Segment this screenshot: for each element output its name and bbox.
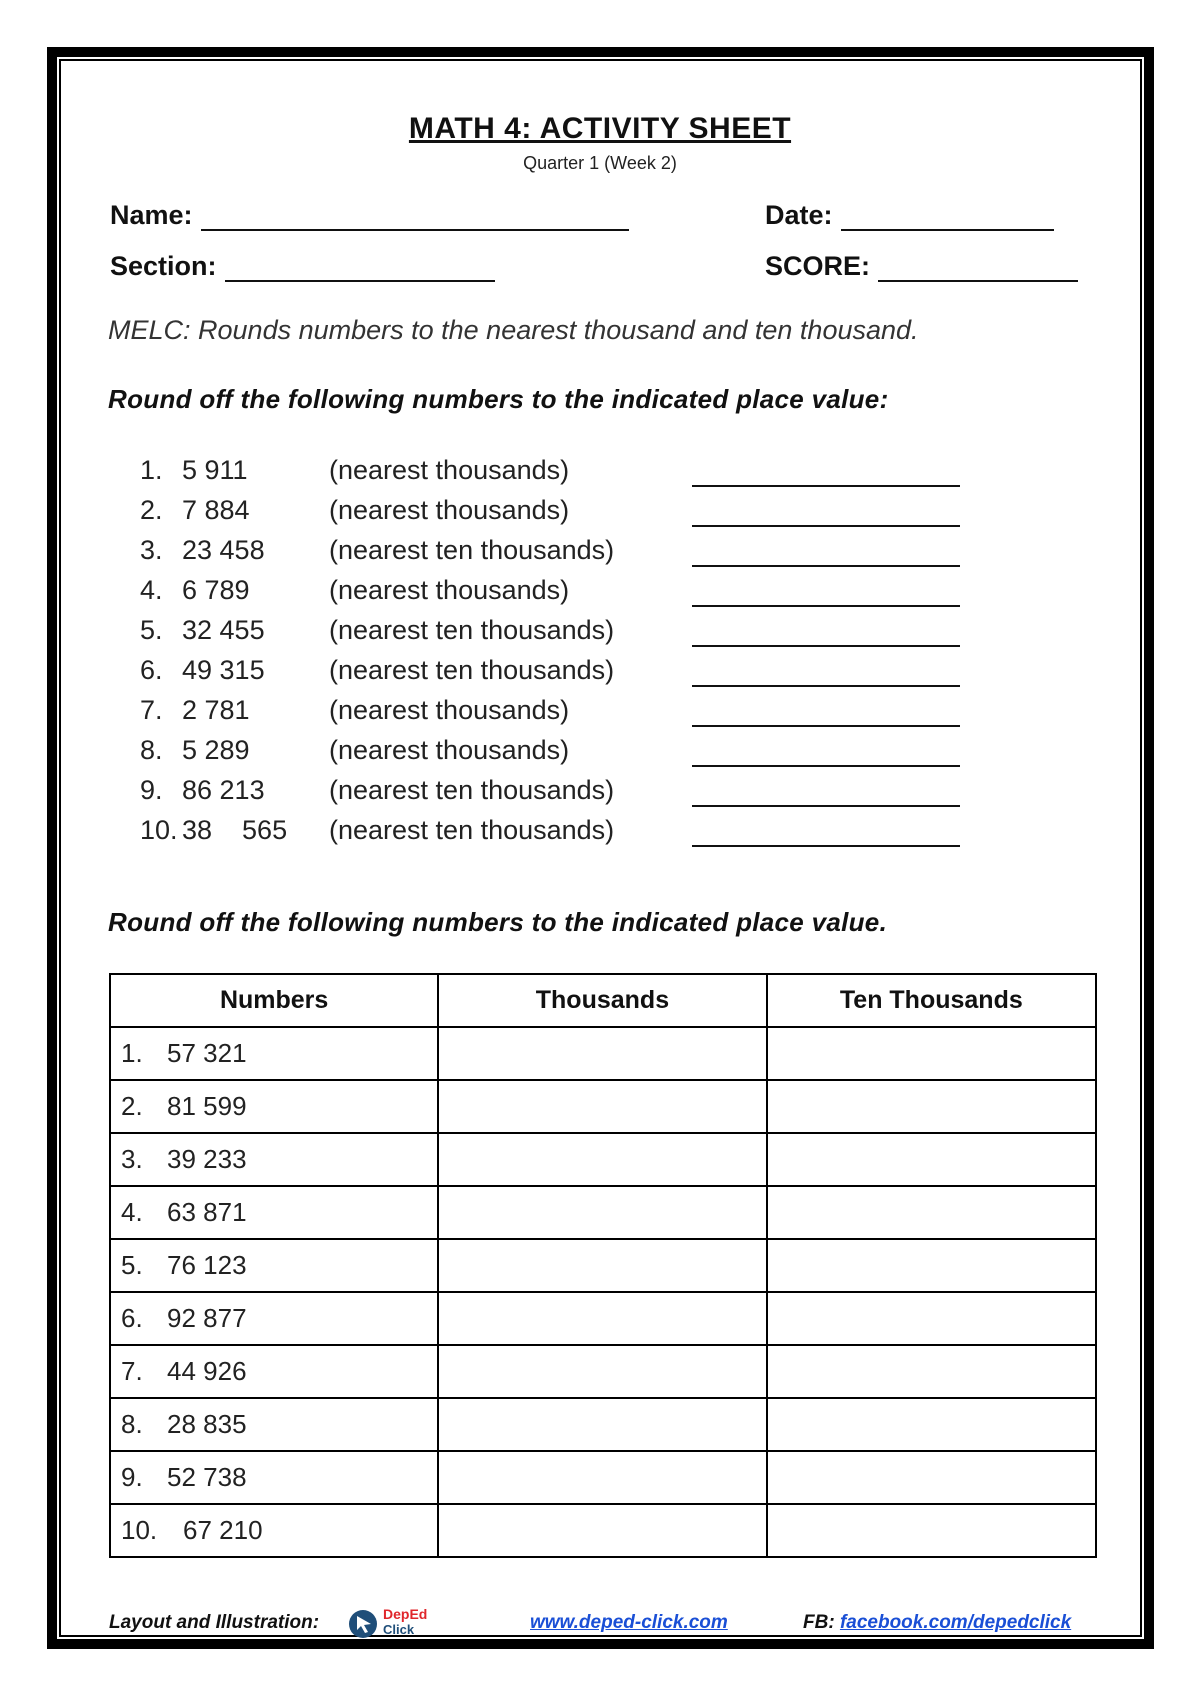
number-cell — [110, 1080, 438, 1133]
ten-thousands-answer-cell[interactable] — [767, 1345, 1096, 1398]
item-hint: (nearest ten thousands) — [329, 775, 615, 805]
item-number: 5. — [140, 615, 163, 645]
number-cell — [110, 1504, 438, 1557]
thousands-answer-cell[interactable] — [438, 1080, 766, 1133]
row-value: 92 877 — [167, 1303, 247, 1333]
row-index: 4. — [121, 1197, 143, 1227]
item-hint: (nearest ten thousands) — [329, 535, 615, 565]
table-row — [110, 1239, 1096, 1292]
number-cell — [110, 1186, 438, 1239]
part2-instruction: Round off the following numbers to the indicated place value. — [108, 907, 888, 937]
ten-thousands-answer-cell[interactable] — [767, 1504, 1096, 1557]
number-cell — [110, 1133, 438, 1186]
list-item — [140, 455, 960, 495]
item-hint: (nearest ten thousands) — [329, 615, 615, 645]
thousands-answer-cell[interactable] — [438, 1027, 766, 1080]
ten-thousands-answer-cell[interactable] — [767, 1186, 1096, 1239]
number-cell — [110, 1027, 438, 1080]
website-link[interactable]: www.deped-click.com — [530, 1612, 728, 1633]
date-field[interactable] — [765, 200, 1054, 231]
ten-thousands-answer-cell[interactable] — [767, 1133, 1096, 1186]
item-hint: (nearest thousands) — [329, 735, 570, 765]
thousands-answer-cell[interactable] — [438, 1398, 766, 1451]
item-number: 6. — [140, 655, 163, 685]
thousands-answer-cell[interactable] — [438, 1133, 766, 1186]
item-hint: (nearest thousands) — [329, 575, 570, 605]
item-value: 5 289 — [182, 735, 250, 765]
item-number: 8. — [140, 735, 163, 765]
score-label: SCORE: — [765, 251, 871, 281]
thousands-answer-cell[interactable] — [438, 1239, 766, 1292]
table-row — [110, 1186, 1096, 1239]
item-value: 32 455 — [182, 615, 265, 645]
score-line[interactable] — [878, 256, 1078, 282]
name-label: Name: — [110, 200, 193, 230]
answer-line[interactable] — [692, 645, 960, 647]
list-item — [140, 575, 960, 615]
item-hint: (nearest thousands) — [329, 695, 570, 725]
ten-thousands-answer-cell[interactable] — [767, 1239, 1096, 1292]
table-row — [110, 1451, 1096, 1504]
row-value: 81 599 — [167, 1091, 247, 1121]
item-hint: (nearest thousands) — [329, 455, 570, 485]
row-value: 63 871 — [167, 1197, 247, 1227]
answer-line[interactable] — [692, 805, 960, 807]
page-title: MATH 4: ACTIVITY SHEET — [408, 112, 792, 145]
row-index: 5. — [121, 1250, 143, 1280]
number-cell — [110, 1239, 438, 1292]
answer-line[interactable] — [692, 565, 960, 567]
section-line[interactable] — [225, 256, 495, 282]
list-item — [140, 775, 960, 815]
thousands-answer-cell[interactable] — [438, 1292, 766, 1345]
table-row — [110, 1080, 1096, 1133]
section-field[interactable] — [110, 251, 495, 282]
score-field[interactable] — [765, 251, 1078, 282]
row-value: 44 926 — [167, 1356, 247, 1386]
date-line[interactable] — [841, 205, 1054, 231]
row-value: 67 210 — [183, 1515, 263, 1545]
answer-line[interactable] — [692, 685, 960, 687]
list-item — [140, 495, 960, 535]
section-label: Section: — [110, 251, 217, 281]
item-number: 4. — [140, 575, 163, 605]
item-value: 38 565 — [182, 815, 288, 845]
number-cell — [110, 1451, 438, 1504]
table-row — [110, 1027, 1096, 1080]
item-value: 49 315 — [182, 655, 265, 685]
answer-line[interactable] — [692, 845, 960, 847]
date-label: Date: — [765, 200, 833, 230]
facebook-credit — [803, 1612, 1071, 1634]
list-item — [140, 655, 960, 695]
ten-thousands-answer-cell[interactable] — [767, 1451, 1096, 1504]
list-item — [140, 615, 960, 655]
logo-text-click: Click — [383, 1622, 415, 1637]
list-item — [140, 815, 960, 855]
table-row — [110, 1504, 1096, 1557]
row-index: 1. — [121, 1038, 143, 1068]
number-cell — [110, 1398, 438, 1451]
item-number: 2. — [140, 495, 163, 525]
item-number: 7. — [140, 695, 163, 725]
number-cell — [110, 1292, 438, 1345]
table-header-row — [110, 974, 1096, 1027]
page-footer — [0, 1604, 1200, 1644]
answer-line[interactable] — [692, 485, 960, 487]
list-item — [140, 695, 960, 735]
item-value: 23 458 — [182, 535, 265, 565]
row-value: 57 321 — [167, 1038, 247, 1068]
row-index: 9. — [121, 1462, 143, 1492]
item-number: 10. — [140, 815, 178, 845]
row-value: 28 835 — [167, 1409, 247, 1439]
thousands-answer-cell[interactable] — [438, 1451, 766, 1504]
ten-thousands-answer-cell[interactable] — [767, 1080, 1096, 1133]
table-row — [110, 1345, 1096, 1398]
item-number: 9. — [140, 775, 163, 805]
ten-thousands-answer-cell[interactable] — [767, 1398, 1096, 1451]
item-value: 6 789 — [182, 575, 250, 605]
row-index: 2. — [121, 1091, 143, 1121]
list-item — [140, 735, 960, 775]
row-index: 7. — [121, 1356, 143, 1386]
answer-line[interactable] — [692, 725, 960, 727]
answer-line[interactable] — [692, 765, 960, 767]
column-header-numbers: Numbers — [110, 974, 438, 1027]
thousands-answer-cell[interactable] — [438, 1186, 766, 1239]
facebook-link[interactable]: facebook.com/depedclick — [839, 1612, 1072, 1633]
deped-click-logo — [347, 1604, 437, 1642]
ten-thousands-answer-cell[interactable] — [767, 1027, 1096, 1080]
table-row — [110, 1292, 1096, 1345]
part1-instruction: Round off the following numbers to the indicated place value: — [108, 384, 889, 414]
row-index: 6. — [121, 1303, 143, 1333]
item-value: 2 781 — [182, 695, 250, 725]
thousands-answer-cell[interactable] — [438, 1345, 766, 1398]
item-value: 5 911 — [182, 455, 248, 485]
item-value: 86 213 — [182, 775, 265, 805]
thousands-answer-cell[interactable] — [438, 1504, 766, 1557]
row-value: 39 233 — [167, 1144, 247, 1174]
answer-line[interactable] — [692, 605, 960, 607]
column-header-ten-thousands: Ten Thousands — [767, 974, 1096, 1027]
melc-text: MELC: Rounds numbers to the nearest thousand and ten thousand. — [108, 315, 919, 345]
footer-credit: Layout and Illustration: — [109, 1612, 320, 1633]
item-number: 1. — [140, 455, 163, 485]
name-field[interactable] — [110, 200, 629, 231]
row-value: 76 123 — [167, 1250, 247, 1280]
column-header-thousands: Thousands — [438, 974, 766, 1027]
ten-thousands-answer-cell[interactable] — [767, 1292, 1096, 1345]
page-subtitle: Quarter 1 (Week 2) — [523, 153, 677, 173]
table-row — [110, 1398, 1096, 1451]
fb-label: FB: — [803, 1612, 835, 1633]
row-value: 52 738 — [167, 1462, 247, 1492]
list-item — [140, 535, 960, 575]
item-number: 3. — [140, 535, 163, 565]
rounding-table — [109, 973, 1097, 1558]
table-row — [110, 1133, 1096, 1186]
number-cell — [110, 1345, 438, 1398]
item-hint: (nearest ten thousands) — [329, 815, 615, 845]
row-index: 8. — [121, 1409, 143, 1439]
item-hint: (nearest thousands) — [329, 495, 570, 525]
row-index: 10. — [121, 1515, 158, 1545]
row-index: 3. — [121, 1144, 143, 1174]
name-line[interactable] — [201, 205, 629, 231]
answer-line[interactable] — [692, 525, 960, 527]
item-hint: (nearest ten thousands) — [329, 655, 615, 685]
item-value: 7 884 — [182, 495, 250, 525]
logo-text-deped: DepEd — [383, 1606, 428, 1622]
